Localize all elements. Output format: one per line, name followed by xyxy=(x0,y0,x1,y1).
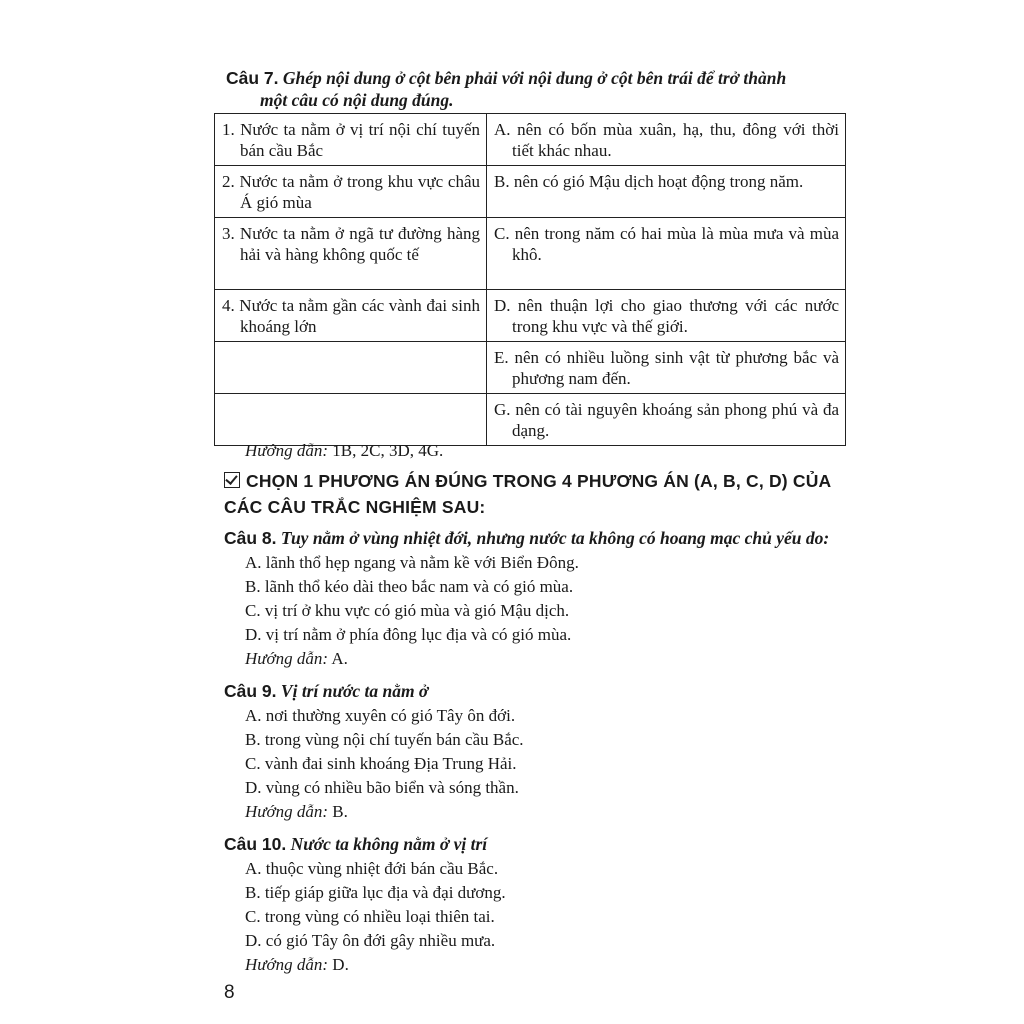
page-number: 8 xyxy=(224,982,235,1003)
question-7-label: Câu 7. xyxy=(226,68,279,88)
left-cell xyxy=(215,342,487,394)
option-b: B. trong vùng nội chí tuyến bán cầu Bắc. xyxy=(245,730,524,749)
option-d: D. vị trí nằm ở phía đông lục địa và có gió mùa. xyxy=(245,625,572,644)
question-7-heading xyxy=(226,67,846,111)
right-cell: A. nên có bốn mùa xuân, hạ, thu, đông với thời tiết khác nhau. xyxy=(487,114,846,166)
option-c: C. trong vùng có nhiều loại thiên tai. xyxy=(245,907,495,926)
option-a: A. thuộc vùng nhiệt đới bán cầu Bắc. xyxy=(245,859,499,878)
checkbox-icon xyxy=(224,472,240,488)
question-9-guide xyxy=(245,800,524,824)
left-cell: 2. Nước ta nằm ở trong khu vực châu Á gió mùa xyxy=(215,166,487,218)
matching-table xyxy=(214,113,846,446)
option-b: B. lãnh thổ kéo dài theo bắc nam và có gió mùa. xyxy=(245,577,574,596)
question-7-prompt-line2: một câu có nội dung đúng. xyxy=(260,90,454,110)
question-7-answer: 1B, 2C, 3D, 4G. xyxy=(332,441,444,460)
question-7-guide xyxy=(245,441,443,461)
right-cell: E. nên có nhiều luồng sinh vật từ phương bắc và phương nam đến. xyxy=(487,342,846,394)
question-10-guide xyxy=(245,953,506,977)
question-9-label: Câu 9. xyxy=(224,681,277,701)
question-10-prompt: Nước ta không nằm ở vị trí xyxy=(290,834,488,854)
table-row xyxy=(215,290,846,342)
guide-label: Hướng dẫn: xyxy=(245,955,329,974)
section-heading-line1: CHỌN 1 PHƯƠNG ÁN ĐÚNG TRONG 4 PHƯƠNG ÁN (A, B, C, D) CỦA xyxy=(246,471,832,491)
question-9-prompt: Vị trí nước ta nằm ở xyxy=(280,681,429,701)
option-c: C. vành đai sinh khoáng Địa Trung Hải. xyxy=(245,754,517,773)
question-10-heading xyxy=(224,834,487,855)
question-8-options xyxy=(245,551,579,671)
question-7-prompt-line1: Ghép nội dung ở cột bên phải với nội dung ở cột bên trái để trở thành xyxy=(282,68,787,88)
right-cell: D. nên thuận lợi cho giao thương với các nước trong khu vực và thế giới. xyxy=(487,290,846,342)
table-row xyxy=(215,218,846,290)
question-8-label: Câu 8. xyxy=(224,528,277,548)
option-b: B. tiếp giáp giữa lục địa và đại dương. xyxy=(245,883,506,902)
right-cell: C. nên trong năm có hai mùa là mùa mưa và mùa khô. xyxy=(487,218,846,290)
table-row xyxy=(215,394,846,446)
section-heading xyxy=(224,468,846,520)
right-cell: B. nên có gió Mậu dịch hoạt động trong năm. xyxy=(487,166,846,218)
section-heading-line2: CÁC CÂU TRẮC NGHIỆM SAU: xyxy=(224,497,486,517)
table-row xyxy=(215,342,846,394)
question-9-heading xyxy=(224,681,428,702)
question-8-heading xyxy=(224,528,829,549)
right-cell: G. nên có tài nguyên khoáng sản phong phú và đa dạng. xyxy=(487,394,846,446)
option-d: D. vùng có nhiều bão biển và sóng thần. xyxy=(245,778,519,797)
left-cell: 3. Nước ta nằm ở ngã tư đường hàng hải và hàng không quốc tế xyxy=(215,218,487,290)
guide-label: Hướng dẫn: xyxy=(245,649,329,668)
option-a: A. lãnh thổ hẹp ngang và nằm kề với Biển Đông. xyxy=(245,553,579,572)
left-cell: 1. Nước ta nằm ở vị trí nội chí tuyến bán cầu Bắc xyxy=(215,114,487,166)
question-8-guide xyxy=(245,647,579,671)
guide-label: Hướng dẫn: xyxy=(245,802,329,821)
left-cell xyxy=(215,394,487,446)
option-d: D. có gió Tây ôn đới gây nhiều mưa. xyxy=(245,931,496,950)
question-9-answer: B. xyxy=(332,802,348,821)
question-8-answer: A. xyxy=(331,649,348,668)
left-cell: 4. Nước ta nằm gần các vành đai sinh khoáng lớn xyxy=(215,290,487,342)
option-a: A. nơi thường xuyên có gió Tây ôn đới. xyxy=(245,706,516,725)
question-10-answer: D. xyxy=(332,955,349,974)
guide-label: Hướng dẫn: xyxy=(245,441,329,460)
option-c: C. vị trí ở khu vực có gió mùa và gió Mậu dịch. xyxy=(245,601,570,620)
question-10-label: Câu 10. xyxy=(224,834,287,854)
table-row xyxy=(215,114,846,166)
question-8-prompt: Tuy nằm ở vùng nhiệt đới, nhưng nước ta không có hoang mạc chủ yếu do: xyxy=(280,528,830,548)
question-9-options xyxy=(245,704,524,824)
table-row xyxy=(215,166,846,218)
question-10-options xyxy=(245,857,506,977)
